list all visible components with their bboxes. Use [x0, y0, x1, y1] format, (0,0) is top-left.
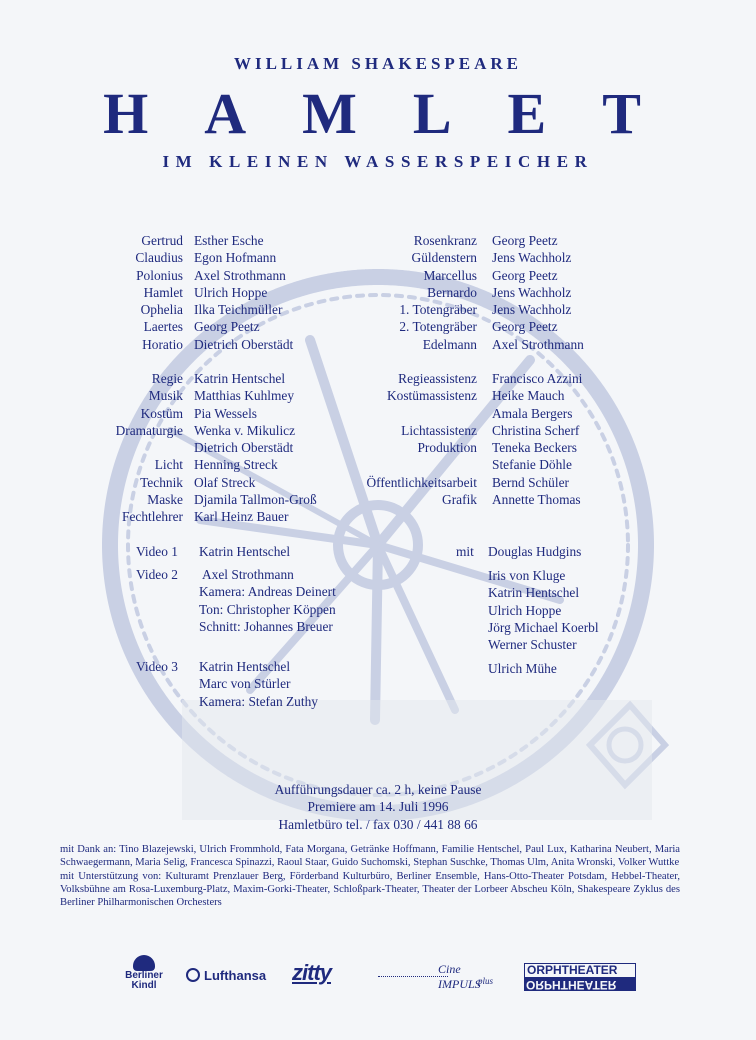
crew-role: Regieassistenz [398, 371, 477, 386]
crew-role: Fechtlehrer [122, 509, 183, 525]
video-credit: Schnitt: Johannes Breuer [199, 618, 333, 634]
video-credit: Katrin Hentschel [199, 659, 291, 674]
video-2-label: Video 2 [136, 567, 178, 582]
video-1-lines [199, 543, 290, 560]
performer-name: Iris von Kluge [488, 568, 566, 583]
performer-name: Katrin Hentschel [488, 585, 580, 601]
cast-role: Gertrud [141, 233, 183, 248]
crew-name: Djamila Tallmon-Groß [194, 492, 317, 508]
video-credit: Kamera: Andreas Deinert [199, 584, 336, 600]
cast-role: Laertes [143, 319, 183, 335]
cine-impuls-logo [378, 962, 506, 1002]
crew-right-names [492, 370, 582, 508]
cast-role: Hamlet [143, 284, 183, 300]
crew-name: Christina Scherf [492, 422, 580, 438]
performer-name: Douglas Hudgins [488, 544, 582, 559]
crew-name: Karl Heinz Bauer [194, 509, 289, 525]
cine-plus-text: plus [478, 976, 494, 986]
zitty-text: zitty [292, 960, 331, 985]
cast-left-roles [90, 232, 183, 353]
venue-heading: IM KLEINEN WASSERSPEICHER [162, 152, 594, 171]
berliner-text: Berliner [125, 970, 163, 981]
crew-role: Grafik [442, 492, 477, 508]
cast-right-actors [492, 232, 584, 353]
with-names-first [488, 543, 581, 560]
video-3-label: Video 3 [136, 659, 178, 674]
cast-actor: Ulrich Hoppe [194, 284, 268, 300]
cast-role: Claudius [135, 250, 183, 266]
crew-role [330, 456, 477, 473]
crew-role: Musik [148, 388, 183, 404]
orphtheater-logo [524, 963, 636, 1003]
performer-name: Werner Schuster [488, 637, 577, 653]
cast-actor: Axel Strothmann [492, 336, 584, 352]
cast-role: Marcellus [423, 267, 477, 283]
cast-actor: Jens Wachholz [492, 250, 572, 266]
crew-name: Bernd Schüler [492, 474, 569, 490]
video-3-lines [199, 658, 318, 710]
crew-role: Maske [147, 492, 183, 508]
crew-name: Heike Mauch [492, 388, 565, 404]
crew-role [70, 439, 183, 456]
video-2-lines [199, 566, 336, 635]
author-heading: WILLIAM SHAKESPEARE [233, 54, 523, 73]
crew-role: Dramaturgie [115, 422, 183, 438]
cast-actor: Axel Strothmann [194, 267, 286, 283]
cast-role: Edelmann [422, 336, 477, 352]
lufthansa-logo [186, 966, 286, 1006]
cast-actor: Georg Peetz [194, 319, 260, 335]
crew-name: Stefanie Döhle [492, 457, 572, 473]
crew-name: Wenka v. Mikulicz [194, 422, 296, 438]
cine-text: Cine IMPULS [438, 962, 481, 991]
duration-text: Aufführungsdauer ca. 2 h, keine Pause [274, 782, 482, 797]
performer-name: Jörg Michael Koerbl [488, 619, 599, 635]
crew-role [330, 405, 477, 422]
crew-role: Öffentlichkeitsarbeit [366, 474, 477, 490]
video-1-label: Video 1 [136, 544, 178, 559]
crew-name: Katrin Hentschel [194, 371, 286, 386]
crew-role: Technik [140, 474, 183, 490]
lufthansa-text: Lufthansa [204, 967, 267, 983]
cast-actor: Egon Hofmann [194, 250, 277, 266]
crew-name: Matthias Kuhlmey [194, 388, 295, 404]
cast-actor: Ilka Teichmüller [194, 302, 283, 318]
crew-name: Amala Bergers [492, 405, 573, 421]
premiere-text: Premiere am 14. Juli 1996 [307, 799, 449, 815]
cast-left-actors [194, 232, 293, 353]
with-names-last [488, 660, 557, 677]
crew-name: Pia Wessels [194, 405, 258, 421]
cast-role: Ophelia [140, 302, 183, 318]
performance-info [0, 781, 756, 833]
orphtheater-mirror-text: ORPHTHEATER [524, 978, 636, 991]
kindl-text: Kindl [131, 980, 157, 991]
cast-actor: Jens Wachholz [492, 302, 572, 318]
crew-name: Francisco Azzini [492, 371, 583, 386]
crew-role: Kostümassistenz [386, 388, 477, 404]
with-label: mit [456, 544, 474, 559]
video-credit: Ton: Christopher Köppen [199, 601, 336, 617]
acknowledgements [60, 843, 680, 909]
cast-role: Polonius [136, 267, 183, 283]
crew-role: Lichtassistenz [401, 422, 477, 438]
cast-actor: Esther Esche [194, 233, 264, 248]
page-title: HAMLET [103, 81, 697, 146]
cast-actor: Georg Peetz [492, 233, 558, 248]
crew-role: Produktion [417, 440, 477, 456]
zitty-logo [292, 960, 352, 1000]
cast-actor: Dietrich Oberstädt [194, 336, 294, 352]
cast-role: 2. Totengräber [399, 319, 477, 335]
cast-actor: Georg Peetz [492, 267, 558, 283]
performer-name: Ulrich Mühe [488, 661, 557, 676]
crew-role: Licht [154, 457, 183, 473]
crew-right-roles [330, 370, 477, 508]
video-credit: Axel Strothmann [202, 567, 294, 582]
crew-name: Teneka Beckers [492, 440, 577, 456]
cast-actor: Georg Peetz [492, 319, 558, 335]
crew-left-names [194, 370, 317, 526]
video-credit: Kamera: Stefan Zuthy [199, 693, 318, 709]
crew-name: Henning Streck [194, 457, 278, 473]
orphtheater-text: ORPHTHEATER [524, 963, 636, 978]
crew-role: Kostüm [140, 405, 183, 421]
thanks-paragraph: mit Dank an: Tino Blazejewski, Ulrich Frommhold, Fata Morgana, Getränke Hoffmann, Familie Hentschel, Paul Lux, Katharina Neubert, Maria Schwaegermann, Maria Selig, Francesca Spinazzi, Raoul Staar, Guido Suchomski, Stephan Suschke, Thomas Ulm, Anita Wronski, Volker Wuttke [60, 844, 680, 869]
cast-role: Rosenkranz [413, 233, 477, 248]
crew-name: Dietrich Oberstädt [194, 440, 294, 456]
office-contact-text: Hamletbüro tel. / fax 030 / 441 88 66 [278, 816, 478, 832]
cast-role: 1. Totengräber [399, 302, 477, 318]
crew-role: Regie [151, 371, 183, 386]
cast-actor: Jens Wachholz [492, 284, 572, 300]
video-credit: Marc von Stürler [199, 676, 291, 692]
crew-name: Olaf Streck [194, 474, 256, 490]
cast-role: Horatio [142, 336, 183, 352]
with-names [488, 567, 599, 653]
cast-right-roles [340, 232, 477, 353]
video-credit: Katrin Hentschel [199, 544, 291, 559]
cast-role: Bernardo [427, 284, 477, 300]
crew-left-roles [70, 370, 183, 526]
crew-name: Annette Thomas [492, 492, 581, 508]
berliner-kindl-logo [116, 955, 172, 995]
crest-icon [133, 955, 155, 971]
crane-icon [186, 968, 200, 982]
cast-role: Güldenstern [411, 250, 477, 266]
support-paragraph: mit Unterstützung von: Kulturamt Prenzlauer Berg, Förderband Kulturbüro, Berliner Ensemble, Hans-Otto-Theater Potsdam, Hebbel-Theater, Volksbühne am Rosa-Luxemburg-Platz, Maxim-Gorki-Theater, Schloßpark-Theater, Theater der Lorbeer Abscheu Köln, Shakespeare Zyklus des Berliner Philharmonischen Orchesters [60, 870, 680, 909]
performer-name: Ulrich Hoppe [488, 602, 562, 618]
